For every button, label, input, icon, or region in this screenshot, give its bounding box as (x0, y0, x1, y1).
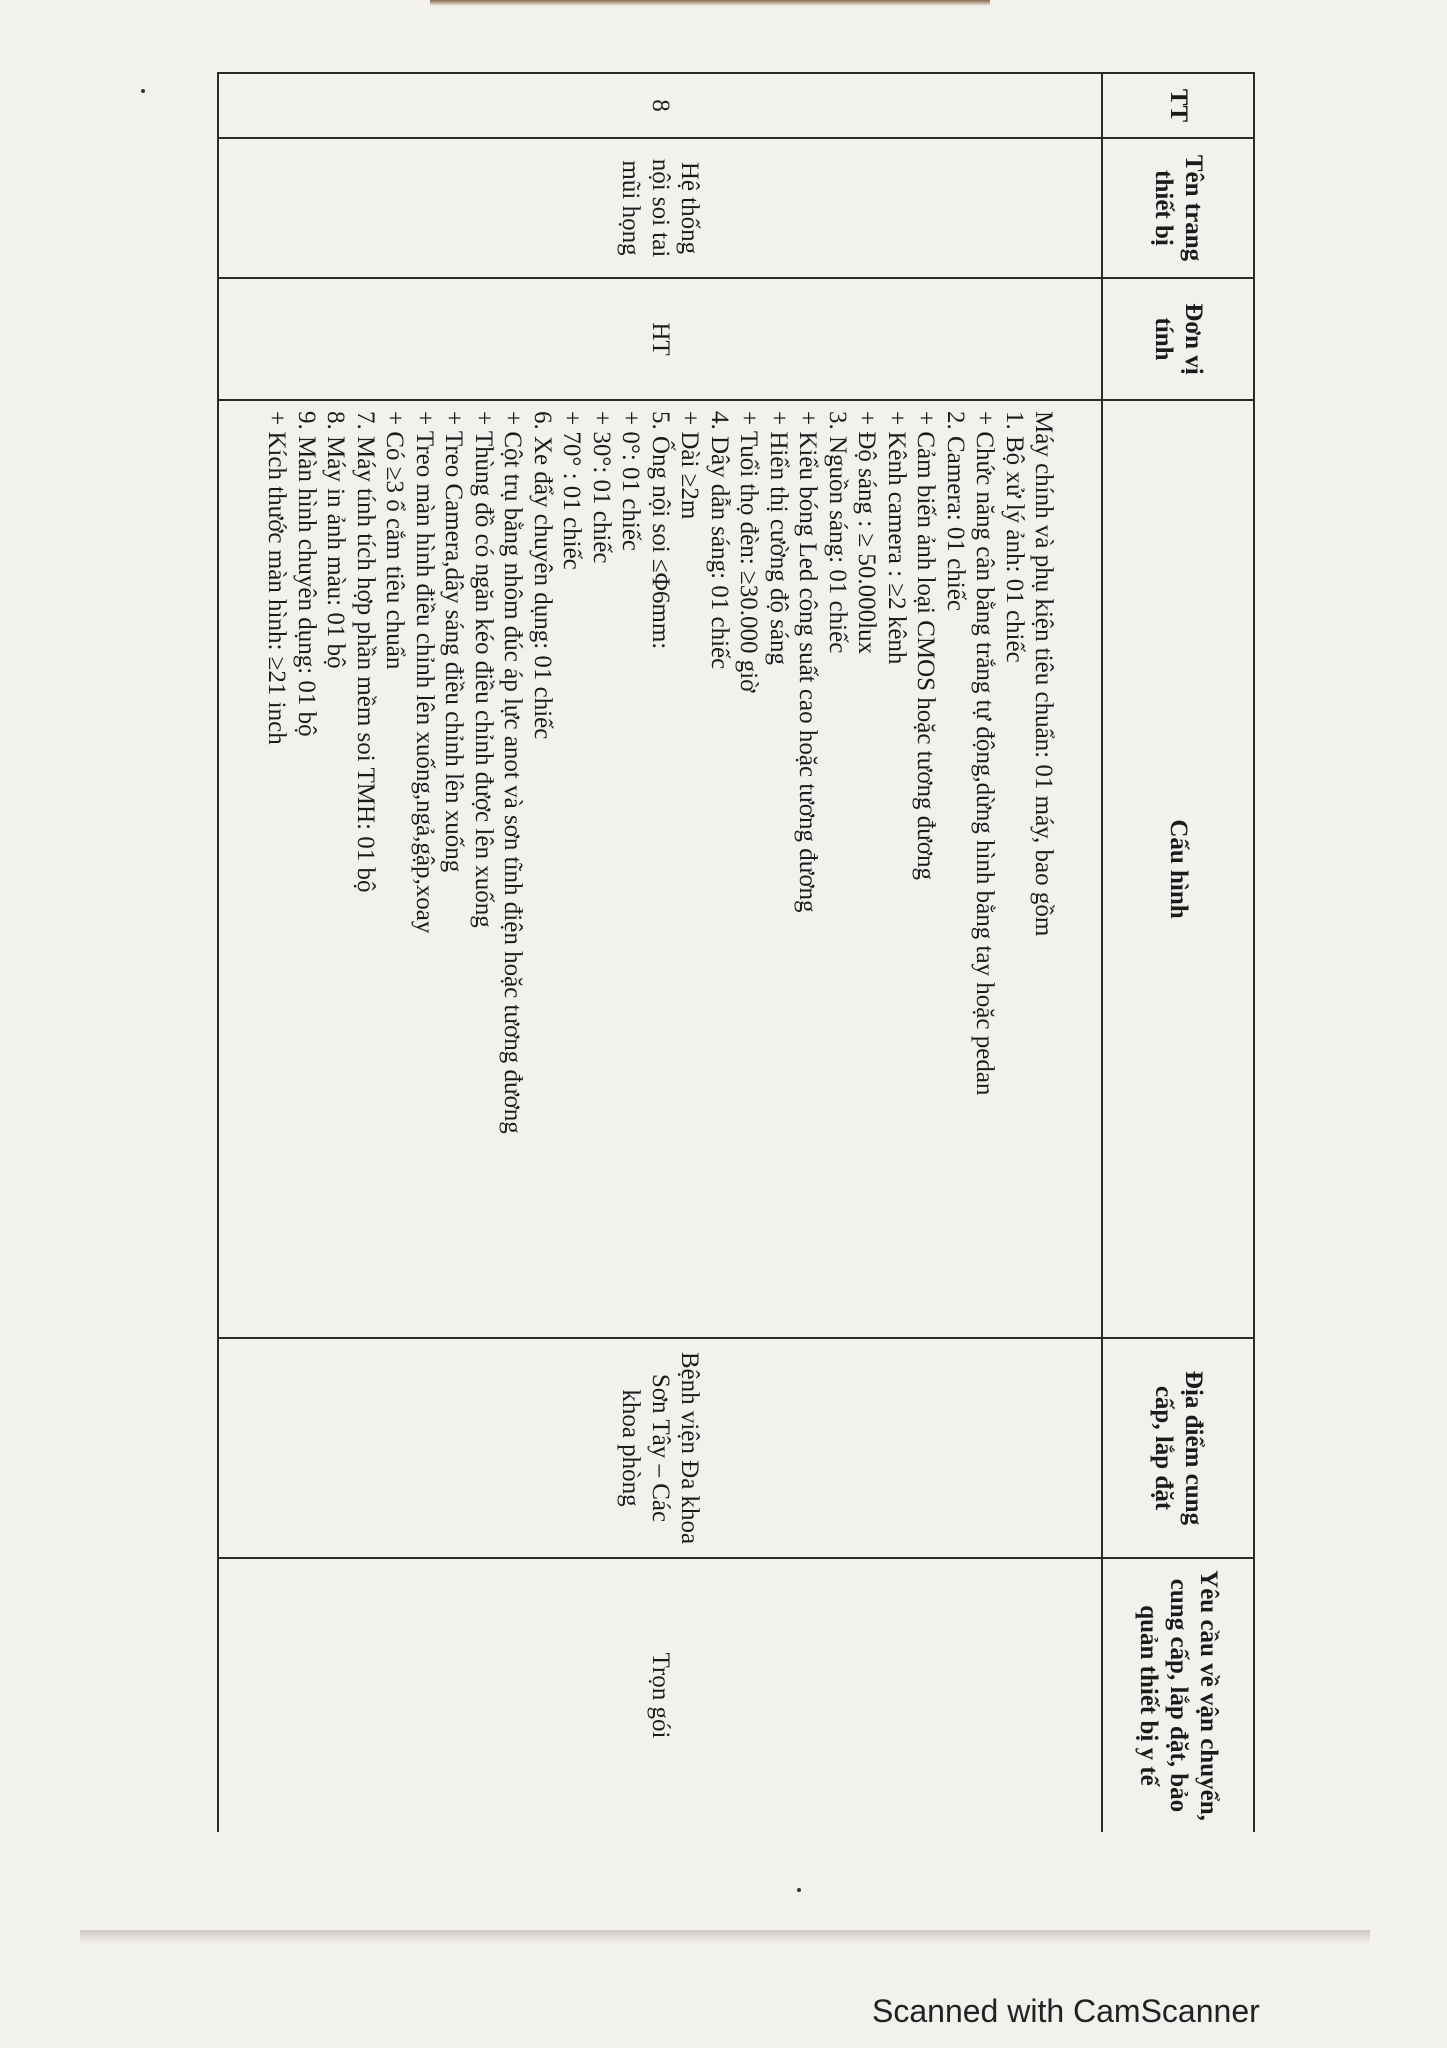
config-line: + Treo Camera,dây sáng điều chỉnh lên xuống (440, 411, 468, 873)
config-line: 9. Màn hình chuyên dụng: 01 bộ (292, 411, 320, 737)
rotated-table-container (217, 72, 1255, 1832)
header-equipment-name: Tên trang thiết bị (1102, 138, 1254, 278)
cell-configuration (218, 400, 1102, 1338)
config-line: + Thùng đồ có ngăn kéo điều chỉnh được lên xuống (469, 411, 497, 928)
cell-unit: HT (218, 278, 1102, 400)
table-row (218, 73, 1102, 1832)
config-line: + Kiểu bóng Led công suất cao hoặc tương đương (794, 411, 822, 913)
header-tt: TT (1102, 73, 1254, 138)
config-line: + Cột trụ bằng nhôm đúc áp lực anot và sơn tĩnh điện hoặc tương đương (499, 411, 527, 1134)
cell-location: Bệnh viện Đa khoa Sơn Tây – Các khoa phòng (218, 1338, 1102, 1558)
scan-edge-shadow (80, 1930, 1370, 1944)
table-header-row (1102, 73, 1254, 1832)
header-configuration: Cấu hình (1102, 400, 1254, 1338)
scan-speck (797, 1888, 801, 1892)
config-line: 4. Dây dẫn sáng: 01 chiếc (705, 411, 733, 670)
config-line: + Chức năng cân bằng trắng tự động,dừng hình bằng tay hoặc pedan (971, 411, 999, 1096)
cell-requirements: Trọn gói (218, 1558, 1102, 1832)
config-line: 6. Xe đẩy chuyên dụng: 01 chiếc (528, 411, 556, 740)
config-line: + Tuổi thọ đèn: ≥30.000 giờ (735, 411, 763, 693)
config-line: + Có ≥3 ổ cắm tiêu chuẩn (381, 411, 409, 670)
config-line: + Kênh camera : ≥2 kênh (882, 411, 910, 665)
cell-equipment-name: Hệ thống nội soi tai mũi họng (218, 138, 1102, 278)
rotated-table (217, 72, 1255, 1832)
config-line: + Cảm biến ảnh loại CMOS hoặc tương đương (912, 411, 940, 880)
config-line: 1. Bộ xử lý ảnh: 01 chiếc (1000, 411, 1028, 663)
config-line: + Treo màn hình điều chỉnh lên xuống,ngả,gập,xoay (410, 411, 438, 934)
config-line: + 30°: 01 chiếc (587, 411, 615, 564)
config-line: 3. Nguồn sáng: 01 chiếc (823, 411, 851, 654)
config-line: + Dài ≥2m (676, 411, 704, 520)
config-line: 7. Máy tính tích hợp phần mềm soi TMH: 01 bộ (351, 411, 379, 893)
cell-tt: 8 (218, 73, 1102, 138)
config-line: + Hiển thị cường độ sáng (764, 411, 792, 666)
header-unit: Đơn vị tính (1102, 278, 1254, 400)
camscanner-watermark: Scanned with CamScanner (872, 1993, 1260, 2029)
config-line: 5. Ống nội soi ≤Φ6mm: (646, 411, 674, 650)
scan-speck (141, 89, 145, 93)
config-line: 2. Camera: 01 chiếc (941, 411, 969, 611)
config-line: + 70° : 01 chiếc (558, 411, 586, 570)
header-requirements: Yêu cầu về vận chuyển, cung cấp, lắp đặt, bảo quản thiết bị y tế (1102, 1558, 1254, 1832)
config-line: 8. Máy in ảnh màu: 01 bộ (322, 411, 350, 669)
equipment-spec-table (217, 72, 1255, 1832)
config-line: Máy chính và phụ kiện tiêu chuẩn: 01 máy, bao gồm (1030, 411, 1058, 937)
scan-edge-shadow (430, 0, 990, 6)
config-line: + 0°: 01 chiếc (617, 411, 645, 552)
config-line: + Kích thước màn hình: ≥21 inch (263, 411, 291, 745)
header-location: Địa điểm cung cấp, lắp đặt (1102, 1338, 1254, 1558)
config-line: + Độ sáng : ≥ 50.000lux (853, 411, 881, 655)
